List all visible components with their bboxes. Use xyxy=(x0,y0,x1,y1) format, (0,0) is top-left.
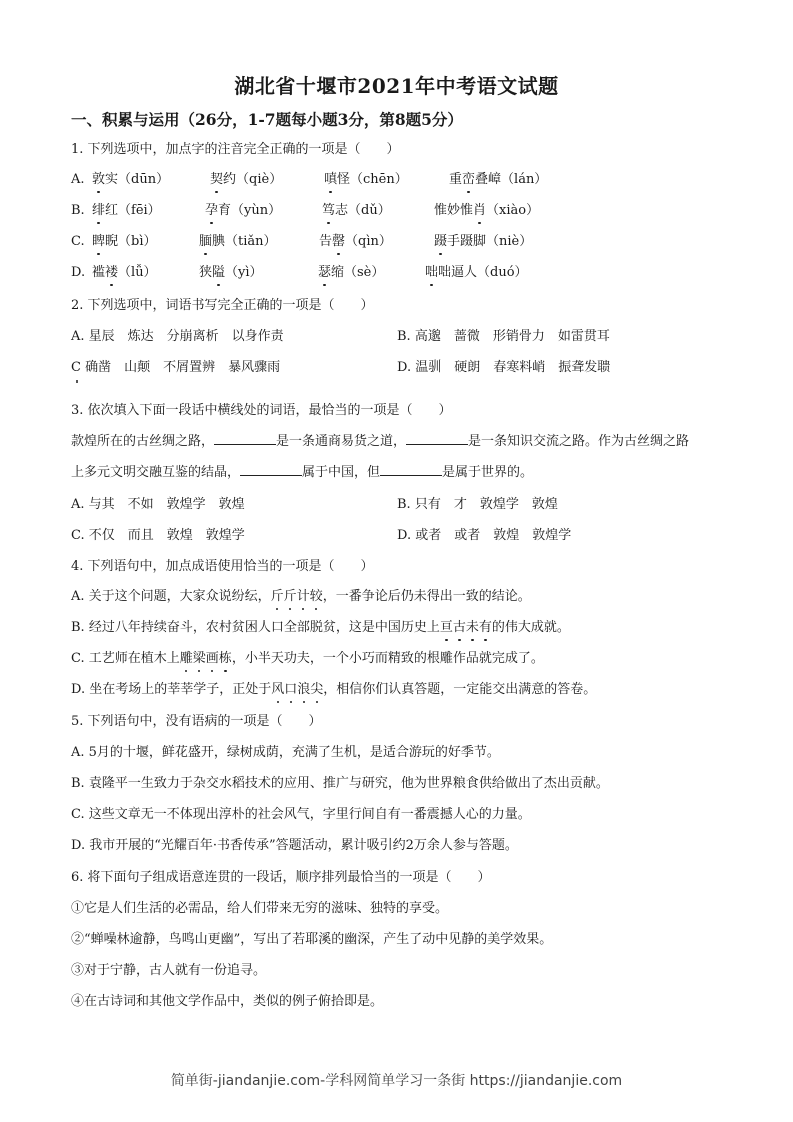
q3-passage-line-1: 款煌所在的古丝绸之路， 是一条通商易货之道， 是一条知识交流之路。作为古丝绸之路 xyxy=(71,434,690,449)
blank-4 xyxy=(380,463,442,476)
q3-option-d: D. 或者 或者 敦煌 敦煌学 xyxy=(397,528,572,543)
blank-3 xyxy=(240,463,302,476)
q1-c-item-2: 腼腆（tiǎn） xyxy=(199,234,277,249)
question-3-stem: 3. 依次填入下面一段话中横线处的词语，最恰当的一项是（ ） xyxy=(71,403,452,418)
q6-sentence-4: ④在古诗词和其他文学作品中，类似的例子俯拾即是。 xyxy=(71,994,384,1009)
question-2-stem: 2. 下列选项中，词语书写完全正确的一项是（ ） xyxy=(71,298,374,313)
q2-option-d: D. 温驯 硬朗 春寒料峭 振聋发聩 xyxy=(397,360,611,375)
q4-option-b: B. 经过八年持续奋斗，农村贫困人口全部脱贫，这是中国历史上亘古未有的伟大成就。 xyxy=(71,620,570,635)
q1-c-item-4: 蹑手蹑脚（niè） xyxy=(434,234,533,249)
q1-b-item-2: 孕育（yùn） xyxy=(205,203,282,218)
q1-d-item-3: 瑟缩（sè） xyxy=(318,265,385,280)
q1-d-item-4: 咄咄逼人（duó） xyxy=(425,265,528,280)
q1-option-a-label: A. xyxy=(71,172,85,187)
q5-option-b: B. 袁隆平一生致力于杂交水稻技术的应用、推广与研究，他为世界粮食供给做出了杰出贡献。 xyxy=(71,776,609,791)
q5-option-d: D. 我市开展的“光耀百年·书香传承”答题活动，累计吸引约2万余人参与答题。 xyxy=(71,838,518,853)
q1-a-item-3: 嗔怪（chēn） xyxy=(324,172,408,187)
q1-b-item-1: 绯红（fēi） xyxy=(92,203,161,218)
q4-option-c: C. 工艺师在植木上雕梁画栋，小半天功夫，一个小巧而精致的根雕作品就完成了。 xyxy=(71,651,544,666)
q2-option-a: A. 星辰 炼达 分崩离析 以身作责 xyxy=(71,329,284,344)
q1-a-item-4: 重峦叠嶂（lán） xyxy=(449,172,548,187)
q3-option-c: C. 不仅 而且 敦煌 敦煌学 xyxy=(71,528,245,543)
q1-c-item-3: 告罄（qìn） xyxy=(319,234,392,249)
watermark-footer: 简单街-jiandanjie.com-学科网简单学习一条街 https://jiandanjie.com xyxy=(170,1073,623,1089)
q1-option-c-label: C. xyxy=(71,234,85,249)
q1-c-item-1: 睥睨（bì） xyxy=(92,234,157,249)
q1-b-item-3: 笃志（dǔ） xyxy=(322,203,391,218)
question-5-stem: 5. 下列语句中，没有语病的一项是（ ） xyxy=(71,714,322,729)
q4-option-a: A. 关于这个问题，大家众说纷纭，斤斤计较，一番争论后仍未得出一致的结论。 xyxy=(71,589,531,604)
q2-option-c: C 确凿 山颠 不屑置辨 暴风骤雨 xyxy=(71,360,281,375)
q1-d-item-1: 褴褛（lǚ） xyxy=(92,265,157,280)
q3-option-a: A. 与其 不如 敦煌学 敦煌 xyxy=(71,497,245,512)
q1-d-item-2: 狭隘（yì） xyxy=(199,265,263,280)
q2-option-b: B. 高邈 蔷微 形销骨力 如雷贯耳 xyxy=(397,329,610,344)
question-1-stem: 1. 下列选项中，加点字的注音完全正确的一项是（ ） xyxy=(71,142,400,157)
q4-option-d: D. 坐在考场上的莘莘学子，正处于风口浪尖，相信你们认真答题，一定能交出满意的答卷。 xyxy=(71,682,597,697)
question-4-stem: 4. 下列语句中，加点成语使用恰当的一项是（ ） xyxy=(71,559,374,574)
page-title: 湖北省十堰市2021年中考语文试题 xyxy=(234,74,559,98)
q1-option-b-label: B. xyxy=(71,203,85,218)
q1-option-d-label: D. xyxy=(71,265,86,280)
q3-option-b: B. 只有 才 敦煌学 敦煌 xyxy=(397,497,558,512)
q5-option-c: C. 这些文章无一不体现出淳朴的社会风气，字里行间自有一番震撼人心的力量。 xyxy=(71,807,531,822)
stray-mark xyxy=(76,380,78,383)
q1-a-item-2: 契约（qiè） xyxy=(210,172,283,187)
q1-a-item-1: 敦实（dūn） xyxy=(92,172,170,187)
q1-b-item-4: 惟妙惟肖（xiào） xyxy=(434,203,540,218)
blank-1 xyxy=(214,432,276,445)
section-heading: 一、积累与运用（26分，1-7题每小题3分，第8题5分） xyxy=(71,110,463,129)
q3-passage-line-2: 上多元文明交融互鉴的结晶， 属于中国，但 是属于世界的。 xyxy=(71,465,534,480)
q6-sentence-2: ②“蝉噪林逾静，鸟鸣山更幽”，写出了若耶溪的幽深，产生了动中见静的美学效果。 xyxy=(71,932,553,947)
blank-2 xyxy=(406,432,468,445)
question-6-stem: 6. 将下面句子组成语意连贯的一段话，顺序排列最恰当的一项是（ ） xyxy=(71,870,491,885)
q6-sentence-1: ①它是人们生活的必需品，给人们带来无穷的滋味、独特的享受。 xyxy=(71,901,449,916)
q5-option-a: A. 5月的十堰，鲜花盛开，绿树成荫，充满了生机，是适合游玩的好季节。 xyxy=(71,745,500,760)
q6-sentence-3: ③对于宁静，古人就有一份追寻。 xyxy=(71,963,267,978)
